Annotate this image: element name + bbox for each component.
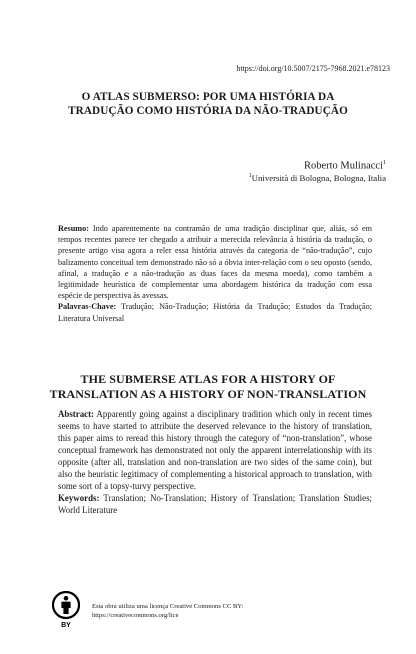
portuguese-title-line-1: O ATLAS SUBMERSO: POR UMA HISTÓRIA DA: [81, 91, 335, 103]
abstract-text: Apparently going against a disciplinary tradition which only in recent times seems to have started to attribute the deserved relevance to the history of translation, this paper aims to reread this history through the category of “non-translation”, whose conceptual framework has demonstrated not only the apparent interrelationship with its opposite (after all, translation and non-translation are two sides of the same coin), but also the heuristic legitimacy of complementing a historical approach to translation, with some sort of a topsy-turvy perspective.: [58, 409, 372, 491]
author-name: Roberto Mulinacci: [303, 160, 383, 172]
palavras-chave-paragraph: [58, 301, 372, 323]
author-footnote-mark: 1: [383, 160, 386, 166]
affiliation-text: Università di Bologna, Bologna, Italia: [251, 172, 386, 183]
english-title-line-2: TRANSLATION AS A HISTORY OF NON-TRANSLATION: [49, 387, 367, 401]
doi-link[interactable]: https://doi.org/10.5007/2175-7968.2021.e78123: [236, 64, 390, 73]
license-url[interactable]: https://creativecommons.org/lice: [92, 612, 179, 620]
resumo-label: Resumo:: [58, 224, 89, 233]
license-line-1: Esta obra utiliza uma licença Creative Commons CC BY:: [92, 603, 244, 610]
abstract-block: [58, 408, 372, 516]
creative-commons-by-icon[interactable]: [52, 591, 80, 631]
portuguese-title: [0, 90, 416, 118]
abstract-label: Abstract:: [58, 409, 94, 419]
resumo-paragraph: [58, 223, 372, 301]
keywords-text: Translation; No-Translation; History of Translation; Translation Studies; World Literature: [58, 493, 373, 515]
cc-by-label: BY: [61, 622, 71, 629]
affiliation: [249, 170, 386, 184]
keywords-paragraph: [58, 492, 372, 516]
resumo-text: Indo aparentemente na contramão de uma tradição disciplinar que, aliás, só em tempos recentes parece ter chegado a atribuir a merecida relevância à história da tradução, o presente artigo visa agora a reler essa história através da categoria de “não-tradução”, cujo balizamento conceitual tem demonstrado não só a óbvia inter-relação com o seu oposto (sendo, afinal, a tradução e a não-tradução as duas faces da mesma moeda), como também a legitimidade heurística de complementar uma abordagem histórica da tradução com essa espécie de perspectiva às avessas.: [58, 224, 373, 301]
palavras-chave-text: Tradução; Não-Tradução; História da Tradução; Estudos da Tradução; Literatura Universal: [58, 302, 372, 323]
palavras-chave-label: Palavras-Chave:: [58, 302, 117, 312]
english-title-line-1: THE SUBMERSE ATLAS FOR A HISTORY OF: [80, 372, 336, 386]
english-title: [0, 372, 416, 402]
resumo-block: [58, 223, 372, 324]
abstract-paragraph: [58, 408, 372, 492]
keywords-label: Keywords:: [58, 493, 100, 503]
cc-by-svg: [52, 591, 80, 631]
portuguese-title-line-2: TRADUÇÃO COMO HISTÓRIA DA NÃO-TRADUÇÃO: [68, 105, 348, 117]
affiliation-mark: 1: [248, 173, 252, 179]
license-notice: [92, 602, 342, 621]
